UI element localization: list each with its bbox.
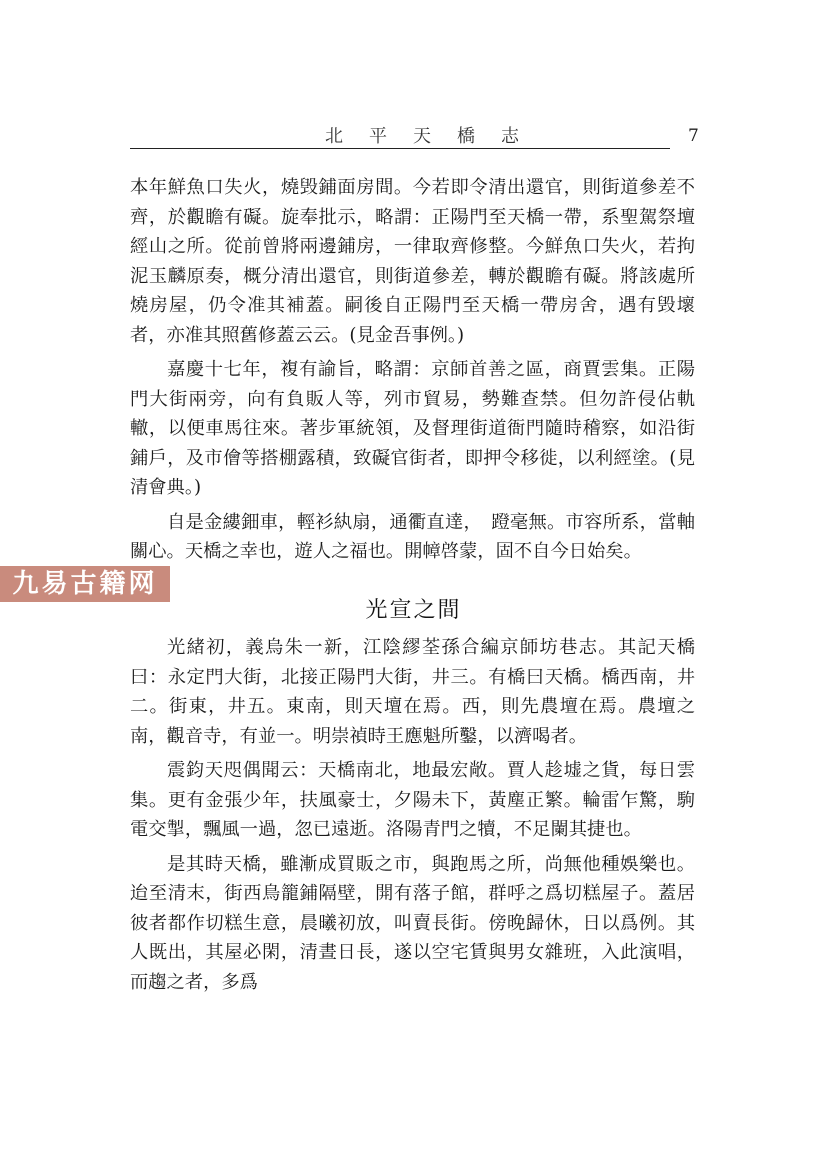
page-number: 7 bbox=[688, 126, 699, 146]
paragraph: 震鈞天咫偶聞云：天橋南北，地最宏敞。賈人趁墟之貨，每日雲集。更有金張少年，扶風豪士，夕陽未下，黃塵正繁。輪雷乍驚，駒電交掣，飄風一過，忽已遠逝。洛陽青門之犢，不足闌其捷也。 bbox=[130, 760, 695, 840]
section-2-body bbox=[130, 633, 695, 997]
paragraph: 嘉慶十七年，複有諭旨，略謂：京師首善之區，商賈雲集。正陽門大街兩旁，向有負販人等，列市貿易，勢難查禁。但勿許侵佔軌轍，以便車馬往來。著步軍統領，及督理街道衙門隨時稽察，如沿街鋪戶，及市儈等搭棚露積，致礙官街者，即押令移徙，以利經塗。(見清會典。) bbox=[130, 359, 695, 498]
paragraph: 光緒初，義烏朱一新，江陰繆荃孫合編京師坊巷志。其記天橋曰：永定門大街，北接正陽門大街，井三。有橋曰天橋。橋西南，井二。街東，井五。東南，則天壇在焉。西，則先農壇在焉。農壇之南，觀音寺，有並一。明崇禎時王應魁所鑿，以濟喝者。 bbox=[130, 637, 695, 747]
running-title: 北平天橋志 bbox=[325, 126, 545, 147]
section-1-body bbox=[130, 173, 695, 567]
section-heading: 光宣之間 bbox=[365, 598, 462, 623]
header-rule bbox=[130, 148, 670, 149]
running-header bbox=[130, 122, 670, 146]
paragraph: 自是金縷鈿車，輕衫紈扇，通衢直達， 蹬毫無。市容所系，當軸關心。天橋之幸也，遊人之福也。開幛啓蒙，固不自今日始矣。 bbox=[130, 511, 695, 562]
watermark-logo: 九易古籍网 bbox=[0, 566, 170, 602]
paragraph: 本年鮮魚口失火，燒毁鋪面房間。今若即令清出還官，則街道參差不齊，於觀瞻有礙。旋奉批示，略謂：正陽門至天橋一帶，系聖駕祭壇經山之所。從前曾將兩邊鋪房，一律取齊修整。今鮮魚口失火，若拘泥玉麟原奏，概分清出還官，則街道參差，轉於觀瞻有礙。將該處所燒房屋，仍令准其補蓋。嗣後自正陽門至天橋一帶房舍，遇有毁壞者，亦准其照舊修蓋云云。(見金吾事例。) bbox=[130, 177, 695, 346]
paragraph: 是其時天橋，雖漸成買販之市，與跑馬之所，尚無他種娛樂也。迨至清末，街西鳥籠鋪隔壁，開有落子館，群呼之爲切糕屋子。蓋居彼者都作切糕生意，晨曦初放，叫賣長街。傍晚歸休，日以爲例。其人既出，其屋必閑，清晝日長，遂以空宅賃與男女雜班，入此演唱，而趨之者，多爲 bbox=[130, 853, 695, 993]
